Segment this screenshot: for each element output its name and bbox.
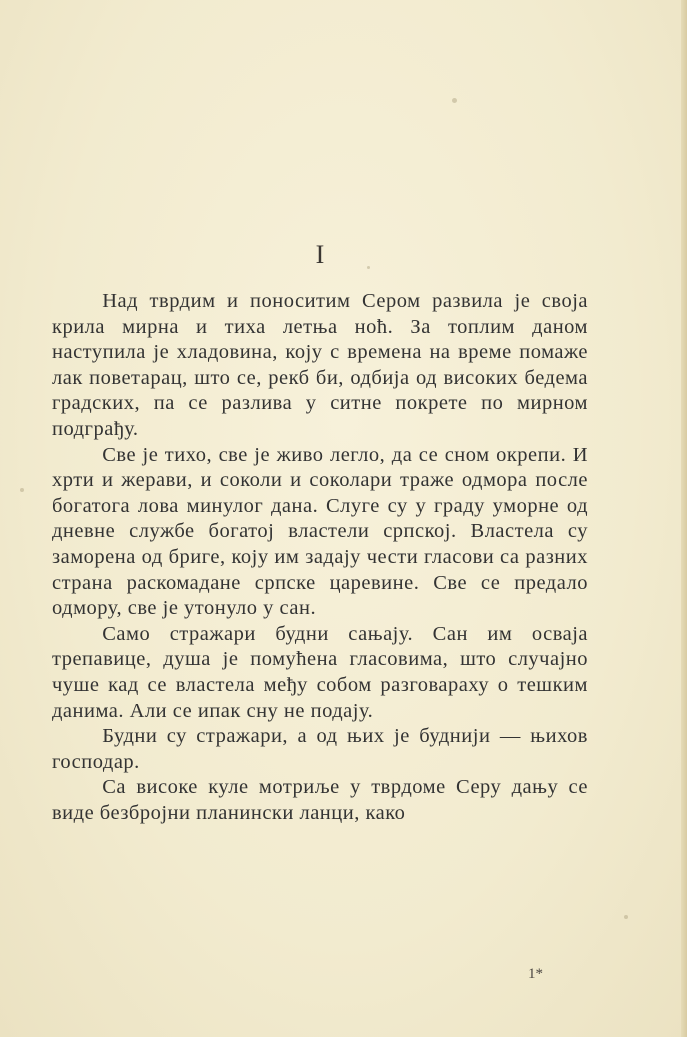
paragraph: Са високе куле мотриље у тврдоме Серу дању се виде безбројни планински ланци, како — [52, 776, 588, 824]
paper-speck — [20, 488, 24, 492]
paragraph: Будни су стражари, а од њих је буднији — њихов господар. — [52, 725, 588, 773]
paper-speck — [624, 915, 628, 919]
paragraph: Над тврдим и поноситим Сером развила је своја крила мирна и тиха летња ноћ. За топлим даном наступила је хладовина, коју с времена на време помаже лак поветарац, што се, рекб би, одбија од високих бедема градских, па се разлива у ситне покрете по мирном подграђу. — [52, 290, 588, 440]
body-text — [52, 289, 588, 826]
paragraph: Само стражари будни сањају. Сан им осваја трепавице, душа је помућена гласовима, што случајно чуше кад се властела међу собом разговараху о тешким данима. Али се ипак сну не подају. — [52, 622, 588, 722]
page-edge-shadow — [681, 0, 687, 1037]
paragraph: Све је тихо, све је живо легло, да се сном окрепи. И хрти и жерави, и соколи и соколари траже одмора после богатога лова минулог дана. Слуге су у граду уморне од дневне службе богатој властели српској. Властела су заморена од бриге, коју им задају чести гласови са разних страна раскомадане српске царевине. Све се предало одмору, све је утонуло у сан. — [52, 443, 588, 620]
signature-mark: 1* — [528, 966, 543, 982]
chapter-heading: I — [315, 240, 325, 269]
paper-speck — [452, 98, 457, 103]
